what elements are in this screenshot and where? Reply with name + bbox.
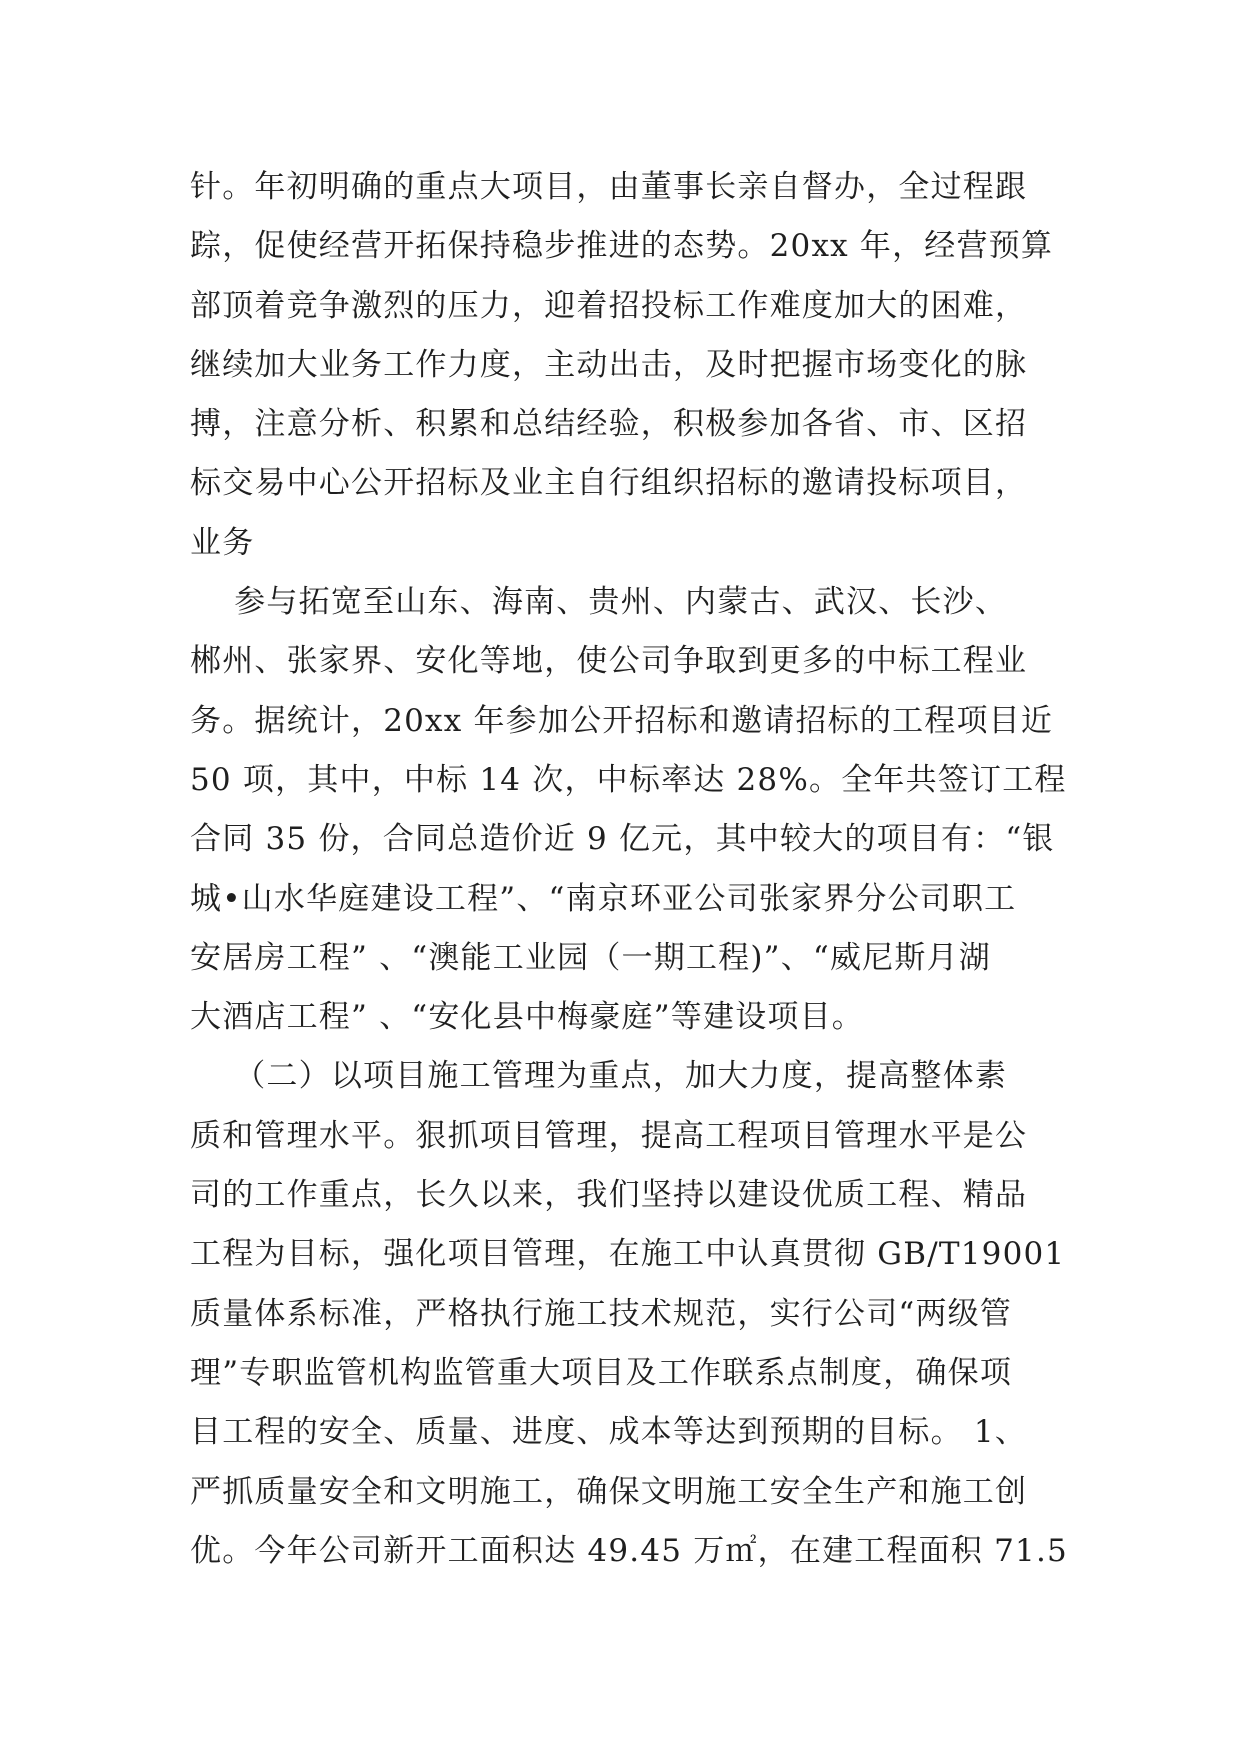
text-line: 针。年初明确的重点大项目，由董事长亲自督办，全过程跟: [190, 169, 1028, 205]
text-line: 踪，促使经营开拓保持稳步推进的态势。20xx 年，经营预算: [190, 228, 1054, 265]
text-line: 合同 35 份，合同总造价近 9 亿元，其中较大的项目有：“银: [190, 821, 1055, 858]
text-line: 严抓质量安全和文明施工，确保文明施工安全生产和施工创: [190, 1473, 1028, 1510]
text-line: 标交易中心公开招标及业主自行组织招标的邀请投标项目，: [190, 465, 1028, 502]
text-line: 工程为目标，强化项目管理，在施工中认真贯彻 GB/T19001: [190, 1236, 1066, 1273]
text-line: 城•山水华庭建设工程”、“南京环亚公司张家界分公司职工: [190, 880, 1017, 917]
text-line: 安居房工程” 、“澳能工业园（一期工程)”、“威尼斯月湖: [190, 939, 991, 976]
text-line: 务。据统计，20xx 年参加公开招标和邀请招标的工程项目近: [190, 702, 1054, 739]
text-line: 质量体系标准，严格执行施工技术规范，实行公司“两级管: [190, 1295, 1013, 1332]
text-line: 部顶着竞争激烈的压力，迎着招投标工作难度加大的困难，: [190, 287, 1028, 324]
text-line: （二）以项目施工管理为重点，加大力度，提高整体素: [190, 1058, 1008, 1095]
text-line: 50 项，其中，中标 14 次，中标率达 28%。全年共签订工程: [190, 761, 1067, 798]
text-line: 大酒店工程” 、“安化县中梅豪庭”等建设项目。: [190, 999, 864, 1036]
body-text: [190, 158, 1070, 1581]
text-line: 继续加大业务工作力度，主动出击，及时把握市场变化的脉: [190, 346, 1028, 383]
text-line: 目工程的安全、质量、进度、成本等达到预期的目标。 1、: [190, 1414, 1027, 1451]
text-line: 质和管理水平。狠抓项目管理，提高工程项目管理水平是公: [190, 1117, 1028, 1154]
text-line: 郴州、张家界、安化等地，使公司争取到更多的中标工程业: [190, 643, 1028, 680]
text-line: 理”专职监管机构监管重大项目及工作联系点制度，确保项: [190, 1354, 1013, 1391]
text-line: 参与拓宽至山东、海南、贵州、内蒙古、武汉、长沙、: [190, 584, 1008, 621]
text-line: 司的工作重点，长久以来，我们坚持以建设优质工程、精品: [190, 1177, 1028, 1214]
text-line: 业务: [190, 524, 255, 561]
text-line: 优。今年公司新开工面积达 49.45 万㎡，在建工程面积 71.5: [190, 1532, 1068, 1569]
text-line: 搏，注意分析、积累和总结经验，积极参加各省、市、区招: [190, 406, 1028, 443]
